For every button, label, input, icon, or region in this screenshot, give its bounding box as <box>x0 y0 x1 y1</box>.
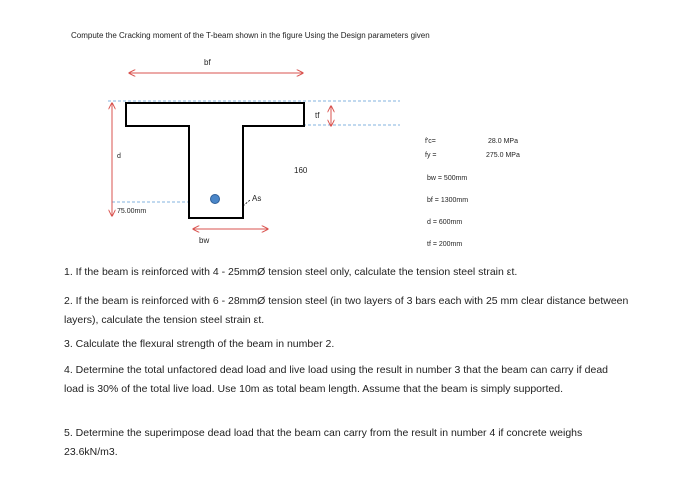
d-parameter: d = 600mm <box>427 219 463 226</box>
as-label: As <box>252 194 262 203</box>
question-2: 2. If the beam is reinforced with 6 - 28mmØ tension steel (in two layers of 3 bars each with 25 mm clear distance between layers), calculate the tension steel strain εt. <box>64 295 629 326</box>
question-4: 4. Determine the total unfactored dead load and live load using the result in number 3 that the beam can carry if dead load is 30% of the total live load. Use 10m as total beam length. Assume that the beam is simply supported. <box>64 364 609 395</box>
fy-label: fy = <box>425 152 437 159</box>
problem-heading: Compute the Cracking moment of the T-beam shown in the figure Using the Design parameters given <box>71 31 430 40</box>
cover-label: 75.00mm <box>117 208 147 215</box>
bw-label: bw <box>199 236 210 245</box>
d-label: d <box>117 153 121 160</box>
bf-parameter: bf = 1300mm <box>427 197 469 204</box>
as-leader-line <box>243 200 250 206</box>
question-1: 1. If the beam is reinforced with 4 - 25mmØ tension steel only, calculate the tension steel strain εt. <box>64 266 518 278</box>
question-3: 3. Calculate the flexural strength of the beam in number 2. <box>64 338 335 350</box>
height-label: 160 <box>294 166 308 175</box>
fy-value: 275.0 MPa <box>486 152 520 159</box>
tension-steel-bar <box>211 195 220 204</box>
tf-parameter: tf = 200mm <box>427 241 463 248</box>
question-5: 5. Determine the superimpose dead load that the beam can carry from the result in number 4 if concrete weighs 23.6kN/m3. <box>64 427 583 458</box>
fc-value: 28.0 MPa <box>488 138 518 145</box>
bw-parameter: bw = 500mm <box>427 175 468 182</box>
bf-label: bf <box>204 58 211 67</box>
tf-label: tf <box>315 111 320 120</box>
fc-label: f'c= <box>425 138 436 145</box>
